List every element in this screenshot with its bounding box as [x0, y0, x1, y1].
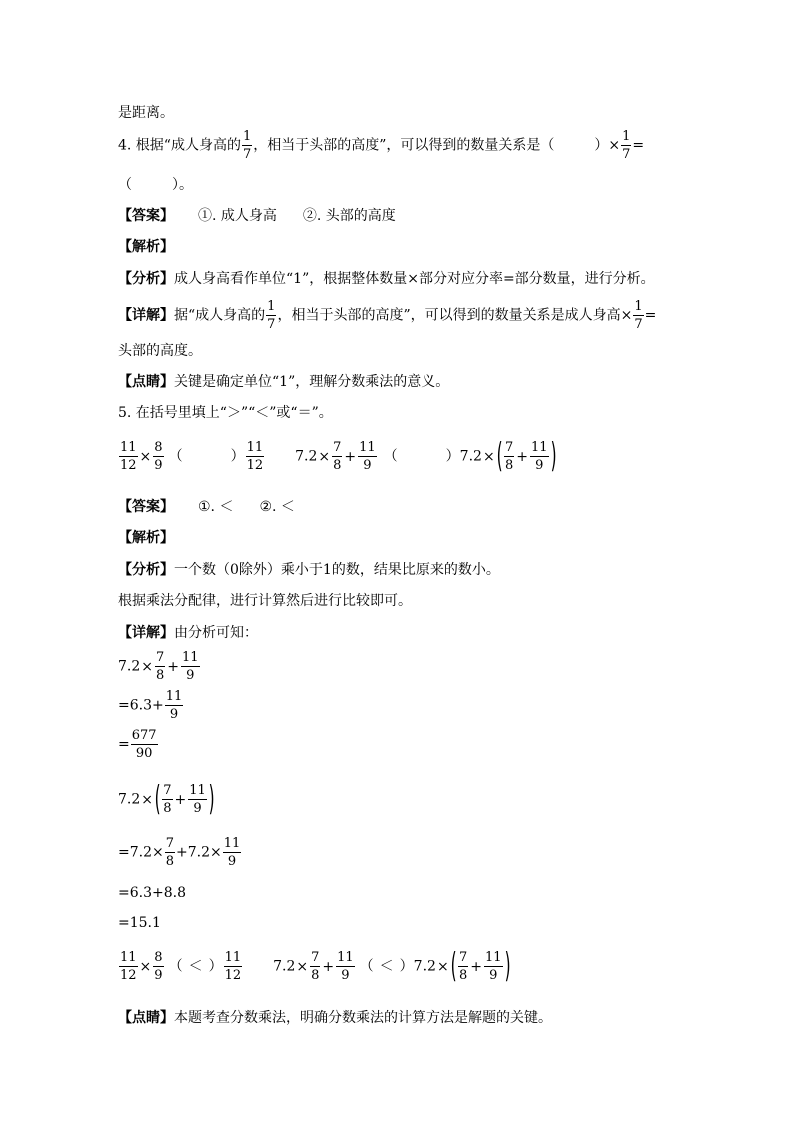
- q5-analysis-tag: 【解析】: [118, 530, 174, 546]
- fill-less-than: ＜: [379, 958, 394, 975]
- q5-step-6: =6.3+8.8: [118, 885, 186, 901]
- right-paren: ）: [445, 448, 460, 465]
- frac-num: 11: [223, 836, 241, 851]
- frac-11-9: [223, 837, 242, 868]
- frac-den: 8: [333, 458, 342, 473]
- times-sign: ×: [139, 958, 152, 975]
- frac-den: 8: [165, 854, 175, 869]
- frac-den: 8: [504, 458, 514, 473]
- frac-num: 11: [246, 440, 264, 455]
- number-7-2: 7.2: [118, 791, 141, 808]
- q4-stem-d: =: [632, 137, 645, 154]
- frac-den: 8: [311, 968, 320, 983]
- frac-num: 8: [154, 950, 163, 965]
- frac-den: 7: [622, 147, 631, 162]
- big-right-paren: ): [504, 946, 511, 987]
- frac-num: 677: [131, 728, 157, 743]
- xiangjie-text: 由分析可知：: [174, 625, 258, 641]
- dianjing-tag: 【点睛】: [118, 1010, 174, 1026]
- right-paren: ）: [399, 958, 414, 975]
- frac-7-8: [504, 441, 514, 472]
- frac-7-8: [162, 784, 172, 815]
- frac-num: 7: [156, 650, 165, 665]
- plus-sign: +: [167, 658, 180, 675]
- equals-sign: =: [118, 736, 130, 753]
- xiangjie-tag: 【详解】: [118, 625, 174, 641]
- frac-8-9: [153, 441, 163, 472]
- frac-7-8: [458, 951, 468, 982]
- answer-1: ①. ＜: [198, 499, 234, 515]
- plus-sign: +: [516, 448, 528, 465]
- q4-stem-b: ，相当于头部的高度”，可以得到的数量关系是（: [253, 137, 555, 154]
- step-6-3: =6.3+: [118, 697, 164, 714]
- frac-den: 12: [120, 968, 137, 983]
- frac-num: 11: [359, 440, 376, 455]
- q5-step-5: [118, 837, 242, 868]
- answer-tag: 【答案】: [118, 208, 174, 224]
- frac-num: 7: [163, 783, 172, 798]
- q5-xiangjie: [118, 626, 258, 640]
- q4-analysis-tag: 【解析】: [118, 239, 174, 255]
- frac-den: 9: [341, 968, 350, 983]
- big-left-paren: (: [496, 436, 503, 477]
- q4-xiangjie-line2: 头部的高度。: [118, 343, 202, 359]
- frac-7-8: [332, 441, 342, 472]
- times-sign: ×: [141, 658, 153, 675]
- fenxi-text: 一个数（0除外）乘小于1的数，结果比原来的数小。: [174, 562, 500, 578]
- fenxi-tag: 【分析】: [118, 562, 174, 578]
- top-line: 是距离。: [118, 105, 174, 121]
- frac-11-9: [484, 951, 503, 982]
- dianjing-text: 本题考查分数乘法，明确分数乘法的计算方法是解题的关键。: [174, 1010, 552, 1026]
- frac-num: 8: [154, 440, 163, 455]
- frac-den: 9: [227, 854, 237, 869]
- number-7-2: 7.2: [118, 658, 141, 675]
- q4-fenxi: [118, 272, 655, 286]
- frac-den: 12: [224, 968, 242, 983]
- frac-num: 1: [267, 299, 276, 314]
- answer-2: ②. 头部的高度: [302, 208, 396, 224]
- frac-11-9: [336, 951, 355, 982]
- frac-num: 11: [120, 440, 137, 455]
- plus-sign: +: [470, 958, 482, 975]
- frac-num: 7: [165, 836, 175, 851]
- q5-step-4: [118, 779, 215, 820]
- left-paren: （: [168, 448, 183, 465]
- plus-sign: +: [344, 448, 357, 465]
- q5-dianjing: [118, 1011, 552, 1025]
- frac-den: 9: [154, 458, 163, 473]
- answer-tag: 【答案】: [118, 499, 174, 515]
- xiangjie-tag: 【详解】: [118, 307, 174, 324]
- frac-den: 9: [169, 707, 179, 722]
- frac-num: 1: [242, 129, 252, 144]
- xiangjie-a: 据“成人身高的: [174, 307, 266, 324]
- frac-den: 12: [246, 458, 264, 473]
- q4-xiangjie-fraction-1: [266, 300, 276, 331]
- times-sign: ×: [436, 958, 449, 975]
- xiangjie-b: ，相当于头部的高度”，可以得到的数量关系是成人身高×: [277, 307, 633, 324]
- frac-num: 11: [189, 783, 206, 798]
- xiangjie-c: =: [644, 307, 657, 324]
- frac-11-9: [530, 441, 549, 472]
- plus-sign: +: [174, 791, 187, 808]
- q4-stem-e: （: [118, 177, 132, 193]
- frac-den: 7: [267, 317, 276, 332]
- q4-stem-f: ）。: [172, 177, 193, 193]
- q4-xiangjie: [118, 300, 656, 331]
- q4-stem-line2: [118, 178, 193, 192]
- q5-answer: [118, 500, 295, 514]
- q4-answer: [118, 209, 396, 223]
- q4-dianjing: [118, 375, 449, 389]
- times-sign: ×: [482, 448, 495, 465]
- frac-11-9: [181, 651, 200, 682]
- q5-step-7: =15.1: [118, 915, 161, 931]
- frac-11-12: [224, 951, 243, 982]
- frac-11-12: [119, 441, 138, 472]
- frac-num: 11: [165, 689, 183, 704]
- fenxi-text: 成人身高看作单位“1”，根据整体数量×部分对应分率=部分数量，进行分析。: [174, 271, 655, 287]
- frac-num: 11: [337, 950, 354, 965]
- frac-den: 9: [154, 968, 163, 983]
- q4-fraction-2: [621, 130, 631, 161]
- frac-den: 12: [120, 458, 137, 473]
- frac-den: 7: [634, 317, 643, 332]
- frac-den: 8: [156, 668, 165, 683]
- q4-xiangjie-fraction-2: [633, 300, 643, 331]
- frac-677-90: [131, 729, 158, 760]
- frac-den: 8: [458, 968, 468, 983]
- big-right-paren: ): [550, 436, 557, 477]
- frac-den: 9: [193, 801, 202, 816]
- frac-den: 7: [242, 147, 252, 162]
- big-left-paren: (: [450, 946, 457, 987]
- left-paren: （: [168, 958, 183, 975]
- frac-11-12: [246, 441, 265, 472]
- number-7-2: 7.2: [459, 448, 482, 465]
- big-right-paren: ): [208, 779, 215, 820]
- q4-stem: [118, 130, 644, 161]
- frac-num: 1: [622, 129, 631, 144]
- frac-den: 9: [489, 968, 498, 983]
- plus-sign: +: [322, 958, 335, 975]
- fill-less-than: ＜: [188, 958, 203, 975]
- answer-1: ①. 成人身高: [198, 208, 277, 224]
- frac-11-9: [165, 690, 184, 721]
- frac-11-9: [358, 441, 377, 472]
- frac-num: 11: [120, 950, 137, 965]
- frac-11-9: [188, 784, 207, 815]
- q5-fenxi: [118, 563, 500, 577]
- q5-step-1: [118, 651, 201, 682]
- frac-den: 8: [163, 801, 172, 816]
- fenxi-tag: 【分析】: [118, 271, 174, 287]
- frac-8-9: [153, 951, 163, 982]
- frac-den: 9: [186, 668, 195, 683]
- number-7-2: 7.2: [273, 958, 296, 975]
- frac-num: 11: [484, 950, 502, 965]
- q5-title: 5. 在括号里填上“＞”“＜”或“＝”。: [118, 405, 333, 421]
- left-paren: （: [383, 448, 398, 465]
- frac-7-8: [310, 951, 320, 982]
- frac-den: 9: [535, 458, 544, 473]
- frac-7-8: [165, 837, 175, 868]
- dianjing-text: 关键是确定单位“1”，理解分数乘法的意义。: [174, 374, 450, 390]
- big-left-paren: (: [154, 779, 161, 820]
- q5-step-3: [118, 729, 159, 760]
- times-sign: ×: [141, 791, 153, 808]
- frac-num: 7: [504, 440, 514, 455]
- frac-7-8: [155, 651, 165, 682]
- frac-den: 90: [135, 746, 153, 761]
- q5-fenxi-2: 根据乘法分配律，进行计算然后进行比较即可。: [118, 593, 412, 609]
- times-sign: ×: [139, 448, 152, 465]
- q4-stem-a: 4. 根据“成人身高的: [118, 137, 241, 154]
- times-sign: ×: [318, 448, 331, 465]
- frac-11-12: [119, 951, 138, 982]
- times-sign: ×: [296, 958, 309, 975]
- step-dist-b: +7.2×: [176, 844, 222, 861]
- q4-stem-c: ）×: [594, 137, 621, 154]
- right-paren: ）: [230, 448, 245, 465]
- dianjing-tag: 【点睛】: [118, 374, 174, 390]
- frac-num: 7: [333, 440, 342, 455]
- frac-den: 9: [363, 458, 372, 473]
- q5-problem-expr: [118, 436, 557, 477]
- frac-num: 11: [530, 440, 548, 455]
- frac-num: 7: [458, 950, 468, 965]
- answer-2: ②. ＜: [259, 499, 295, 515]
- step-dist-a: =7.2×: [118, 844, 164, 861]
- frac-num: 7: [311, 950, 320, 965]
- frac-num: 1: [634, 299, 643, 314]
- number-7-2: 7.2: [413, 958, 436, 975]
- frac-num: 11: [182, 650, 199, 665]
- left-paren: （: [359, 958, 374, 975]
- frac-num: 11: [224, 950, 242, 965]
- right-paren: ）: [208, 958, 223, 975]
- q5-step-2: [118, 690, 184, 721]
- number-7-2: 7.2: [295, 448, 318, 465]
- q5-filled-expr: [118, 946, 511, 987]
- q4-fraction-1: [242, 130, 252, 161]
